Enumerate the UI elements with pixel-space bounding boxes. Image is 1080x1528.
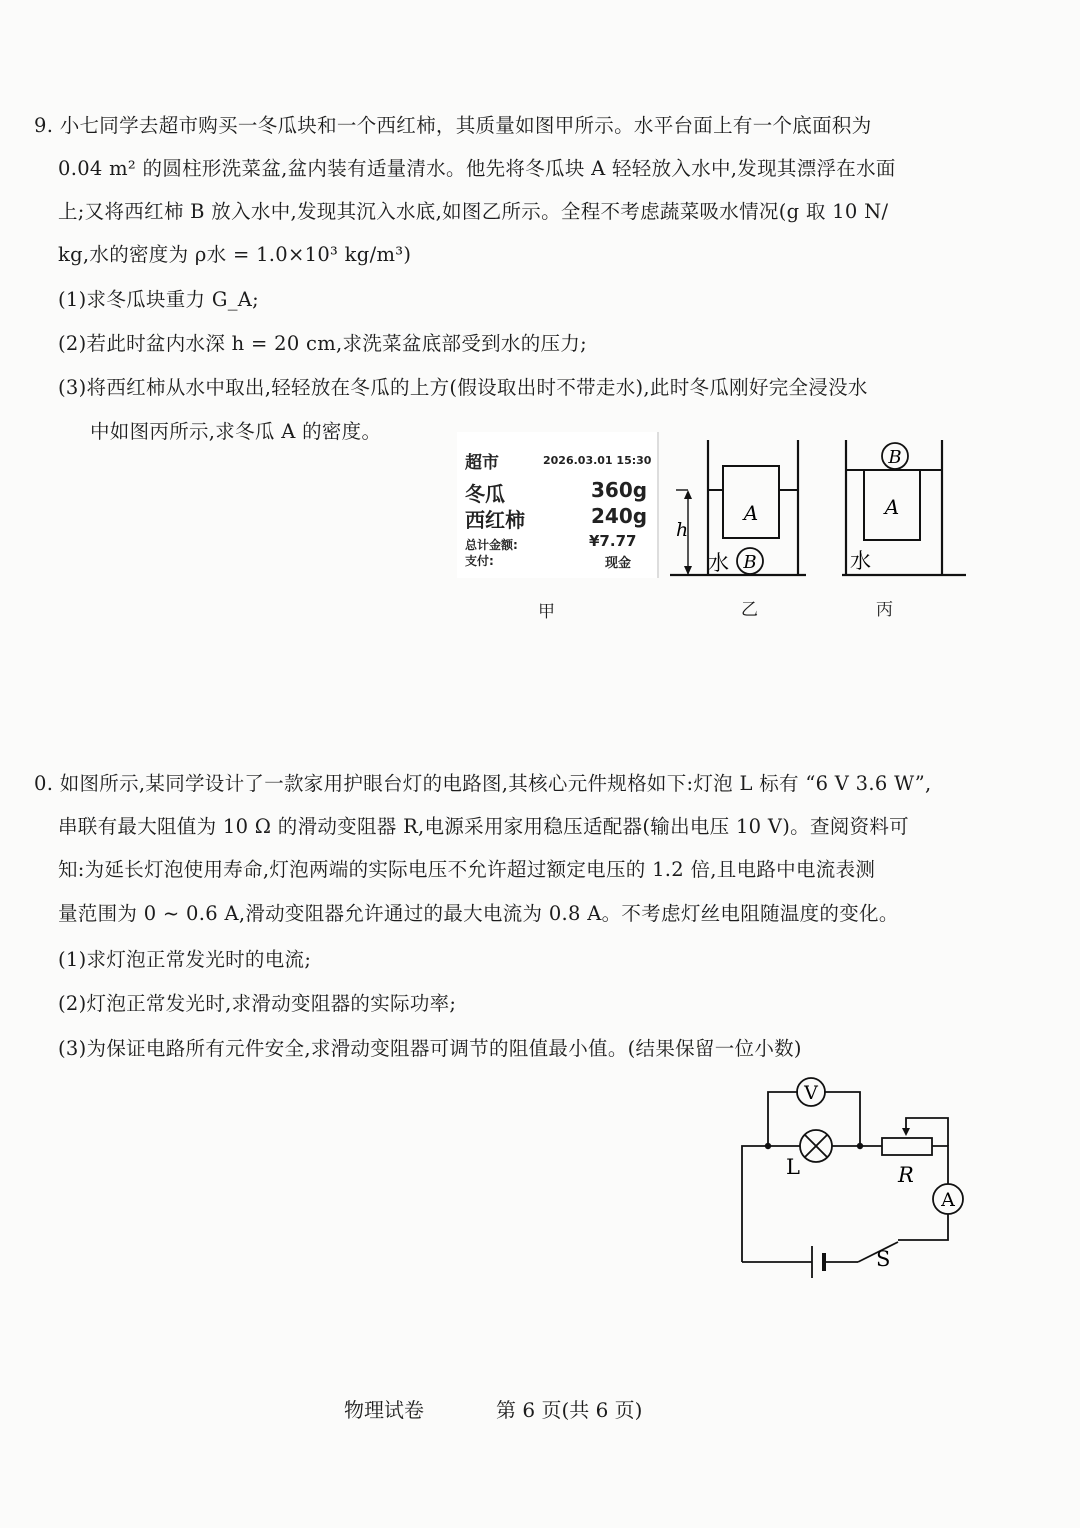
figure-label-jia: 甲 [538,602,555,622]
wire-rheostat-to-ammeter [932,1146,948,1184]
rheostat-slider-wire [906,1118,948,1146]
circuit-diagram [730,1070,980,1280]
receipt-pay-value: 现金 [605,556,632,571]
q19-line-2: 0.04 m² 的圆柱形洗菜盆,盆内装有适量清水。他先将冬瓜块 A 轻轻放入水中,发现其漂浮在水面 [58,157,896,180]
ammeter-label: A [941,1189,955,1211]
switch-label: S [876,1247,891,1271]
q20-sub3: (3)为保证电路所有元件安全,求滑动变阻器可调节的阻值最小值。(结果保留一位小数) [58,1037,802,1060]
rheostat-label: R [898,1163,914,1187]
figure-bing-basin [840,436,968,582]
q20-line-1: 0. 如图所示,某同学设计了一款家用护眼台灯的电路图,其核心元件规格如下:灯泡 L 标有 “6 V 3.6 W”, [34,772,932,795]
q19-line-1: 9. 小七同学去超市购买一冬瓜块和一个西红柿，其质量如图甲所示。水平台面上有一个底面积为 [34,114,872,137]
water-label-bing: 水 [850,549,871,573]
lamp-label: L [786,1155,800,1179]
receipt-store: 超市 [465,453,499,473]
wire-voltmeter-left [768,1092,798,1146]
receipt-item2-name: 西红柿 [465,508,525,532]
footer-subject: 物理试卷 [344,1398,424,1422]
q19-sub1: (1)求冬瓜块重力 G_A; [58,288,259,311]
receipt-total-label: 总计金额: [465,538,518,552]
q19-line-4: kg,水的密度为 ρ水 = 1.0×10³ kg/m³) [58,243,412,266]
q19-line-3: 上;又将西红柿 B 放入水中,发现其沉入水底,如图乙所示。全程不考虑蔬菜吸水情况(g 取 10 N/ [58,200,889,223]
ball-b-label: B [743,552,757,573]
rheostat-slider-arrow [902,1128,910,1136]
q19-sub3-line-1: (3)将西红柿从水中取出,轻轻放在冬瓜的上方(假设取出时不带走水),此时冬瓜刚好完全浸没水 [58,376,868,399]
junction-right [857,1143,863,1149]
rheostat-body [882,1138,932,1155]
q19-sub2: (2)若此时盆内水深 h = 20 cm,求洗菜盆底部受到水的压力; [58,332,588,355]
figure-label-bing: 丙 [876,600,893,620]
junction-left [765,1143,771,1149]
q20-sub1: (1)求灯泡正常发光时的电流; [58,948,312,971]
footer-page-number: 第 6 页(共 6 页) [496,1398,643,1422]
receipt-item1-weight: 360g [591,478,648,502]
ball-b-label: B [888,447,902,468]
q20-line-2: 串联有最大阻值为 10 Ω 的滑动变阻器 R,电源采用家用稳压适配器(输出电压 10 V)。查阅资料可 [58,815,909,838]
height-arrow-bottom-head [684,566,692,575]
q20-line-3: 知:为延长灯泡使用寿命,灯泡两端的实际电压不允许超过额定电压的 1.2 倍,且电路中电流表测 [58,858,876,881]
figure-label-yi: 乙 [741,600,758,620]
voltmeter-label: V [804,1082,818,1104]
height-label: h [676,519,689,541]
q20-sub2: (2)灯泡正常发光时,求滑动变阻器的实际功率; [58,992,457,1015]
figure-yi-basin [668,436,808,582]
receipt-item1-name: 冬瓜 [465,482,505,506]
height-arrow-top-head [684,490,692,499]
receipt-figure [457,432,657,578]
q19-sub3-line-2: 中如图丙所示,求冬瓜 A 的密度。 [90,420,382,443]
water-label-yi: 水 [708,551,729,575]
receipt-pay-label: 支付: [465,554,494,568]
receipt-item2-weight: 240g [591,504,648,528]
block-a-label: A [743,501,759,525]
q20-line-4: 量范围为 0 ~ 0.6 A,滑动变阻器允许通过的最大电流为 0.8 A。不考虑灯丝电阻随温度的变化。 [58,902,899,925]
block-a-label: A [884,495,900,519]
receipt-total-value: ¥7.77 [589,532,637,550]
receipt-datetime: 2026.03.01 15:30 [543,454,652,467]
wire-ammeter-to-switch [898,1214,948,1240]
